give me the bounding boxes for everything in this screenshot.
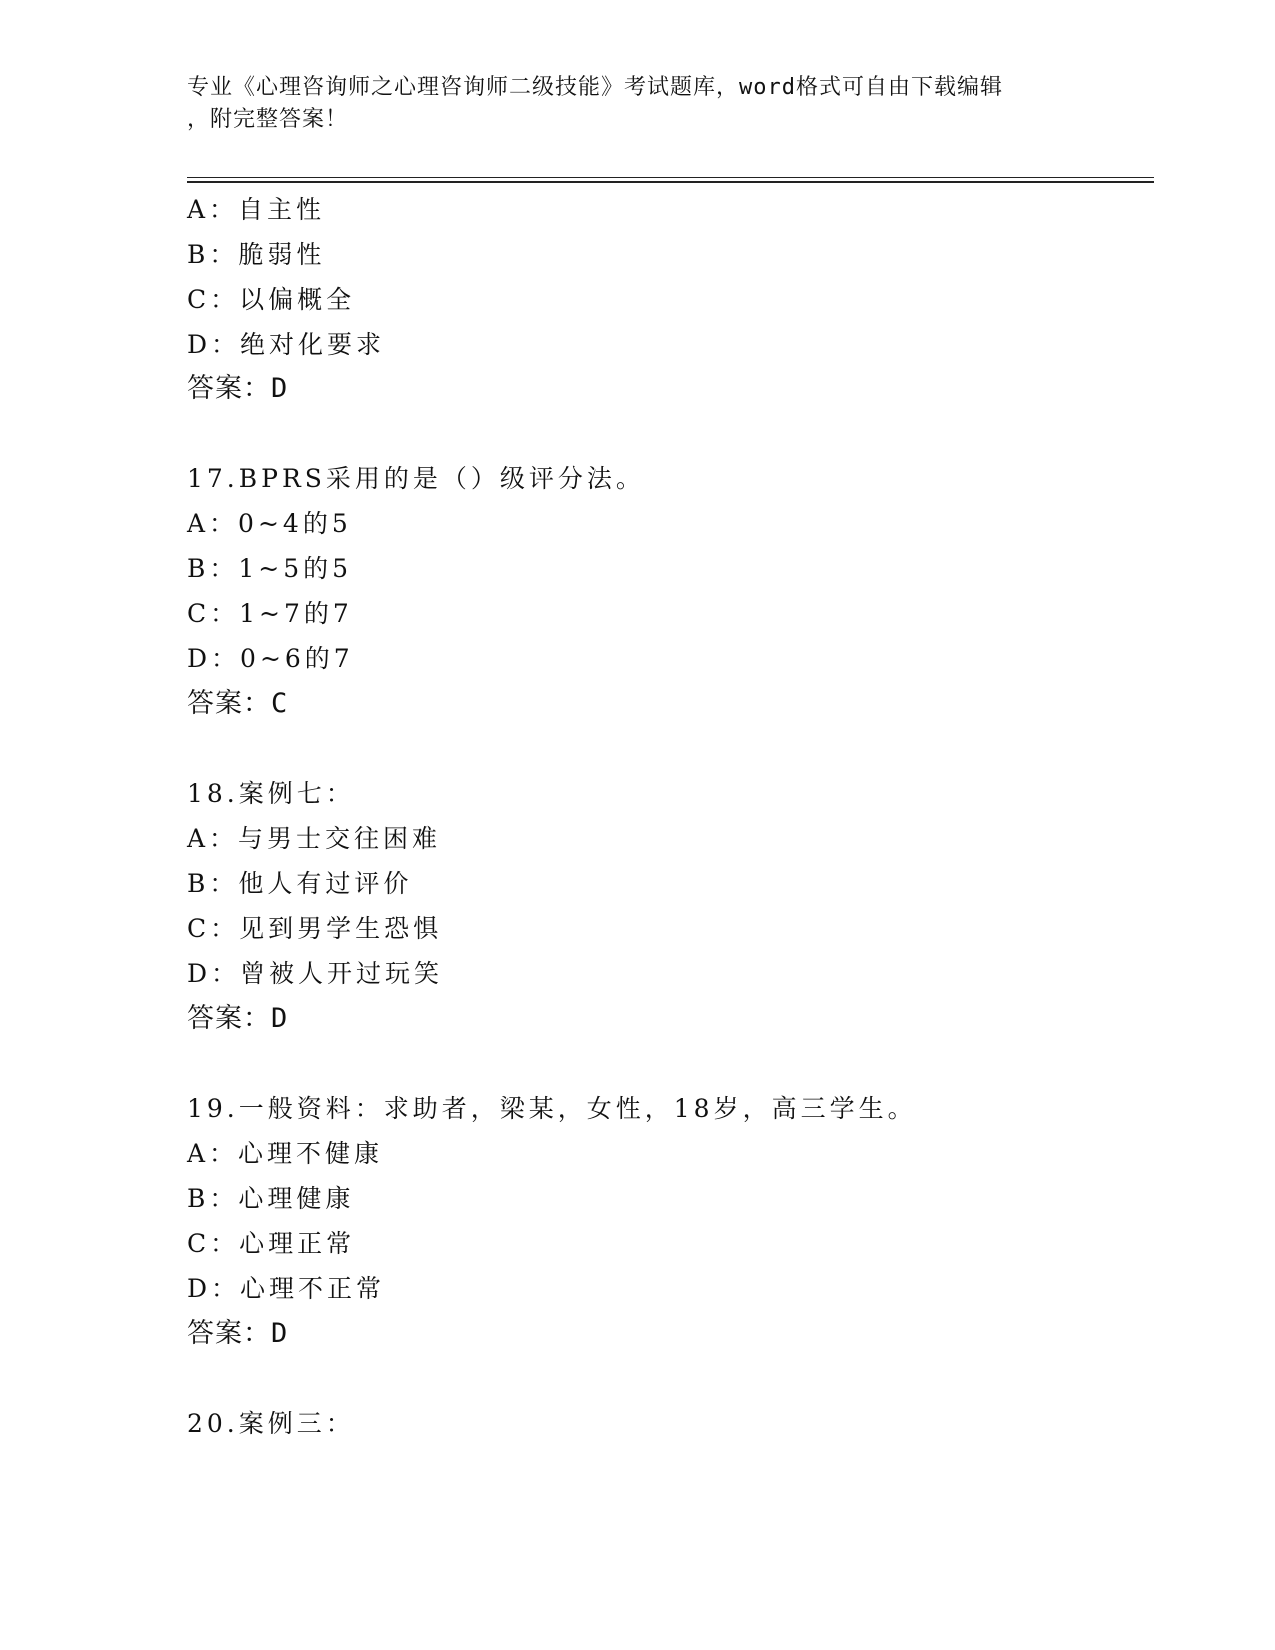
option-a: A：与男士交往困难 (187, 824, 442, 853)
answer-line (187, 689, 288, 719)
question-stem: 18.案例七： (187, 779, 355, 808)
option-c: C：见到男学生恐惧 (187, 914, 443, 943)
option-c: C：心理正常 (187, 1229, 356, 1258)
question-stem: 20.案例三： (187, 1409, 355, 1438)
answer-line (187, 374, 288, 404)
header-divider-thick (187, 181, 1154, 183)
option-b: B：他人有过评价 (187, 869, 413, 898)
answer-label: 答案： (187, 373, 271, 404)
question-stem: 19.一般资料：求助者，梁某，女性，18岁，高三学生。 (187, 1094, 917, 1123)
document-header (187, 72, 1087, 136)
answer-label: 答案： (187, 1003, 271, 1034)
answer-label: 答案： (187, 688, 271, 719)
option-b: B：1~5的5 (187, 554, 353, 583)
option-a: A：0~4的5 (187, 509, 352, 538)
answer-line (187, 1319, 288, 1349)
option-c: C：以偏概全 (187, 285, 356, 314)
question-stem: 17.BPRS采用的是（）级评分法。 (187, 464, 645, 493)
answer-value: D (271, 373, 289, 404)
option-b: B：脆弱性 (187, 240, 326, 269)
answer-line (187, 1004, 288, 1034)
option-d: D：心理不正常 (187, 1274, 386, 1303)
option-c: C：1~7的7 (187, 599, 353, 628)
answer-value: C (271, 688, 289, 719)
option-d: D：绝对化要求 (187, 330, 386, 359)
header-title-line-1: 专业《心理咨询师之心理咨询师二级技能》考试题库，word格式可自由下载编辑 (187, 75, 1003, 100)
answer-value: D (271, 1003, 289, 1034)
option-d: D：曾被人开过玩笑 (187, 959, 444, 988)
option-a: A：自主性 (187, 195, 326, 224)
header-title-line-2: ，附完整答案！ (187, 107, 349, 132)
answer-label: 答案： (187, 1318, 271, 1349)
header-divider-thin (187, 177, 1154, 178)
option-a: A：心理不健康 (187, 1139, 384, 1168)
option-b: B：心理健康 (187, 1184, 355, 1213)
answer-value: D (271, 1318, 289, 1349)
option-d: D：0~6的7 (187, 644, 354, 673)
